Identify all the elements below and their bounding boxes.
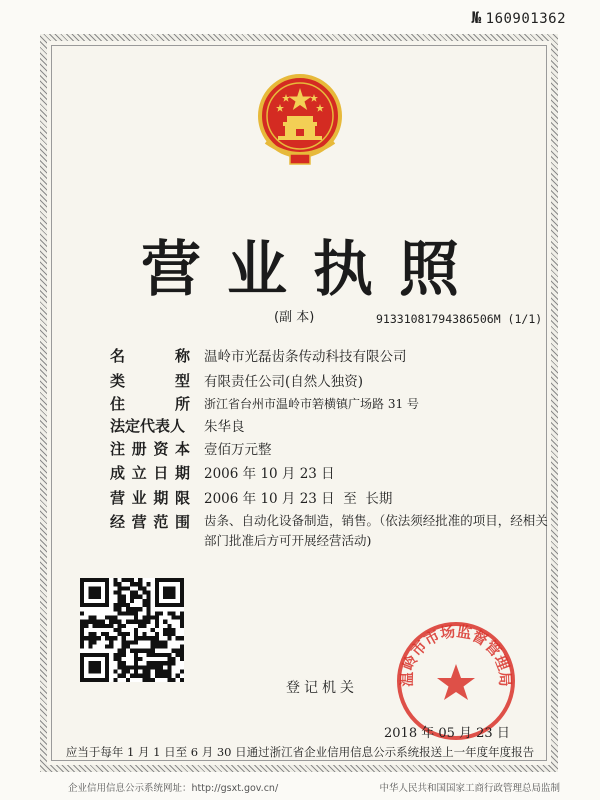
registration-authority: 登记机关 xyxy=(286,680,358,696)
label-text: 法定代表人 xyxy=(110,417,186,435)
field-name xyxy=(0,345,600,365)
field-label xyxy=(110,511,190,532)
label-char: 类 xyxy=(110,372,126,390)
field-label xyxy=(110,393,190,414)
label-char: 营 xyxy=(110,489,126,507)
credit-code-value: 91331081794386506M (1/1) xyxy=(376,312,543,326)
field-term xyxy=(0,487,600,507)
issue-date: 2018 年 05 月 23 日 xyxy=(384,726,510,741)
establishment-date: 2006 年 10 月 23 日 xyxy=(204,466,335,482)
company-address: 浙江省台州市温岭市箬横镇广场路 31 号 xyxy=(204,397,419,411)
label-char: 注 xyxy=(110,440,126,458)
field-label xyxy=(110,462,190,483)
label-char: 期 xyxy=(153,489,169,507)
legal-representative: 朱华良 xyxy=(204,419,245,435)
label-char: 成 xyxy=(110,464,126,482)
label-char: 住 xyxy=(110,395,126,413)
annual-report-notice: 应当于每年 1 月 1 日至 6 月 30 日通过浙江省企业信用信息公示系统报送上一年度年度报告 xyxy=(65,745,535,759)
label-char: 立 xyxy=(131,464,147,482)
label-char: 称 xyxy=(174,347,190,365)
field-established xyxy=(0,462,600,482)
field-address xyxy=(0,393,600,413)
business-scope-continued: 部门批准后方可开展经营活动) xyxy=(204,533,372,548)
label-char: 营 xyxy=(131,513,147,531)
label-char: 日 xyxy=(153,464,169,482)
label-char: 所 xyxy=(174,395,190,413)
field-capital xyxy=(0,438,600,458)
registered-capital: 壹佰万元整 xyxy=(204,442,272,458)
company-name: 温岭市光磊齿条传动科技有限公司 xyxy=(204,349,407,365)
label-char: 范 xyxy=(153,513,169,531)
document-title: 营业执照 xyxy=(141,235,485,305)
field-scope xyxy=(0,511,600,531)
footer-issuer: 中华人民共和国国家工商行政管理总局监制 xyxy=(379,783,560,794)
label-char: 期 xyxy=(174,464,190,482)
serial-value: 160901362 xyxy=(485,11,566,27)
label-char: 名 xyxy=(110,347,126,365)
label-char: 册 xyxy=(131,440,147,458)
national-emblem-icon xyxy=(256,72,344,170)
field-label xyxy=(110,370,190,391)
label-char: 业 xyxy=(131,489,147,507)
field-label xyxy=(110,415,190,436)
label-char: 围 xyxy=(174,513,190,531)
qr-code[interactable] xyxy=(80,578,184,682)
field-type xyxy=(0,370,600,390)
field-label xyxy=(110,438,190,459)
business-scope: 齿条、自动化设备制造，销售。（依法须经批准的项目，经相关 xyxy=(204,513,548,528)
field-label xyxy=(110,487,190,508)
seal-text: 温岭市市场监督管理局 xyxy=(397,622,515,687)
label-char: 限 xyxy=(174,489,190,507)
business-term: 2006 年 10 月 23 日 至 长期 xyxy=(204,491,393,507)
field-legal-rep xyxy=(0,415,600,435)
company-type: 有限责任公司(自然人独资) xyxy=(204,374,364,390)
field-label xyxy=(110,345,190,366)
footer-website: 企业信用信息公示系统网址：http://gsxt.gov.cn/ xyxy=(68,783,279,794)
credit-code xyxy=(376,312,542,326)
label-char: 经 xyxy=(110,513,126,531)
label-char: 资 xyxy=(153,440,169,458)
serial-number xyxy=(472,8,567,27)
serial-symbol: № xyxy=(471,8,482,27)
copy-mark: (副 本) xyxy=(274,310,315,325)
label-char: 本 xyxy=(174,440,190,458)
label-char: 型 xyxy=(174,372,190,390)
